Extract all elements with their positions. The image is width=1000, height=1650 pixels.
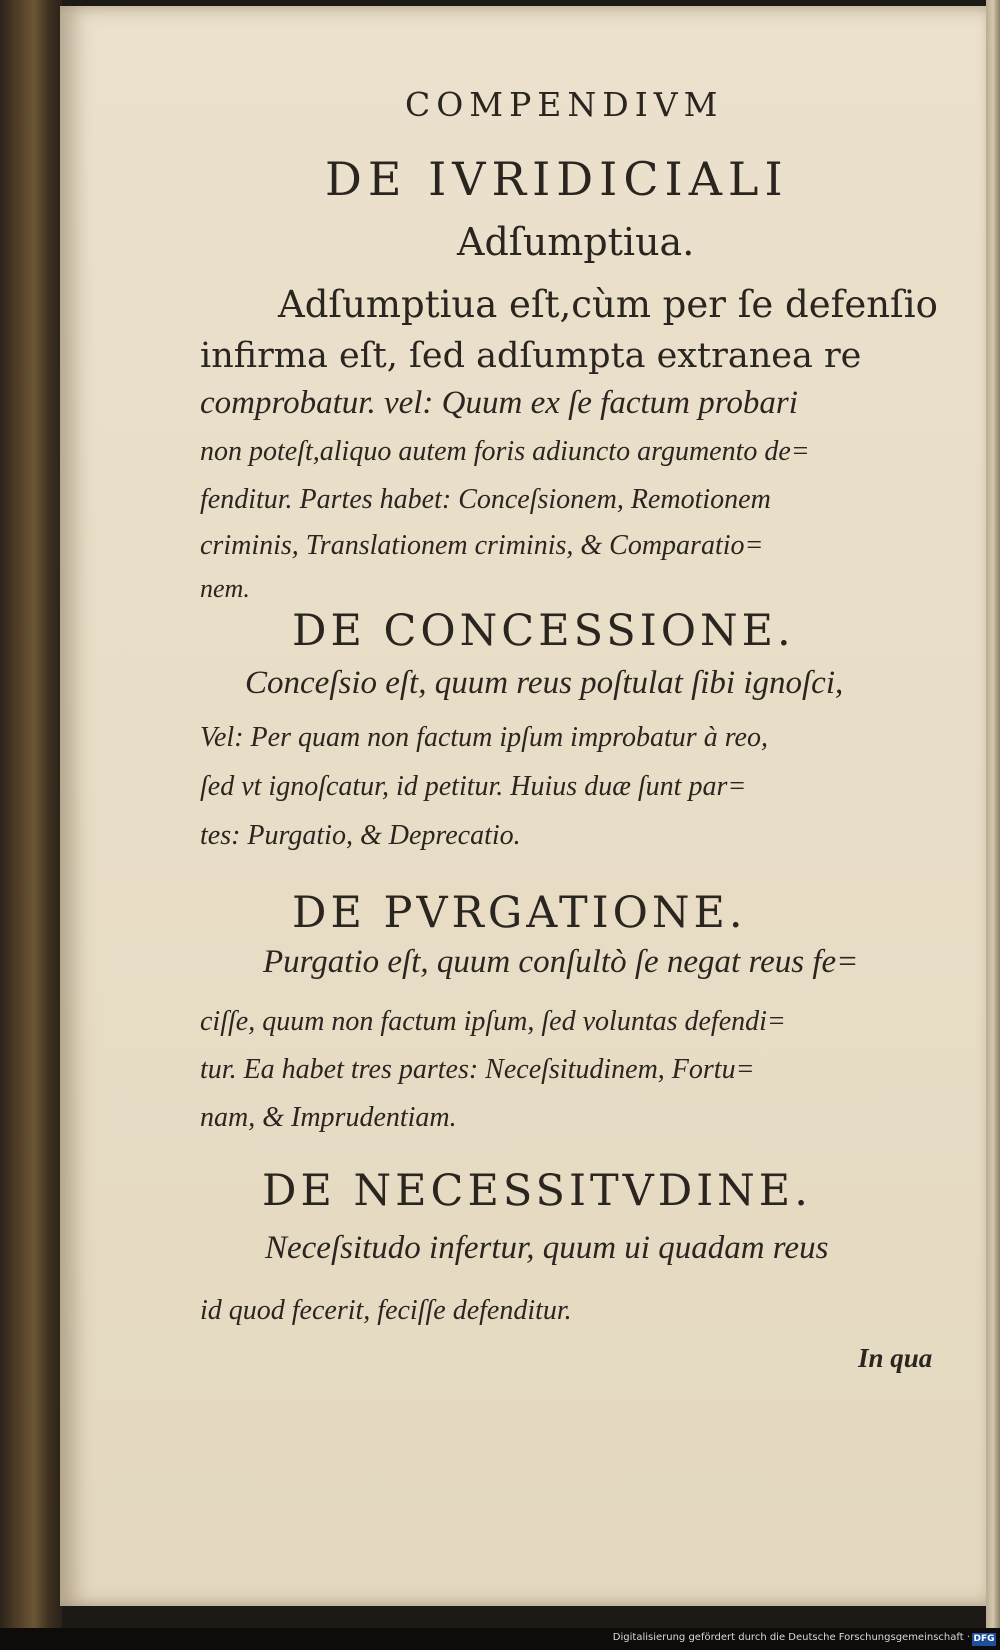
page-right-edge: [986, 0, 1000, 1630]
text-line: nem.: [200, 574, 250, 603]
text-line: Purgatio eſt, quum conſultò ſe negat reus fe=: [263, 944, 859, 980]
text-line: nam, & Imprudentiam.: [200, 1102, 457, 1133]
text-line: Conceſsio eſt, quum reus poſtulat ſibi ignoſci,: [245, 665, 844, 701]
chapter-subtitle: Adſumptiua.: [457, 220, 695, 264]
text-line: ſed vt ignoſcatur, id petitur. Huius duæ ſunt par=: [200, 771, 747, 802]
book-spine-edge: [0, 0, 62, 1650]
section-heading: DE PVRGATIONE.: [292, 888, 747, 938]
chapter-title: DE IVRIDICIALI: [325, 152, 789, 206]
section-heading: DE NECESSITVDINE.: [262, 1166, 812, 1216]
text-line: Adſumptiua eſt,cùm per ſe defenſio: [278, 283, 938, 326]
catchword: In qua: [858, 1343, 933, 1373]
running-head: COMPENDIVM: [405, 85, 724, 124]
text-line: tes: Purgatio, & Deprecatio.: [200, 820, 521, 851]
dfg-logo: DFG: [973, 1634, 995, 1644]
text-line: id quod fecerit, feciſſe defenditur.: [200, 1295, 572, 1326]
text-line: infirma eſt, ſed adſumpta extranea re: [200, 336, 862, 376]
text-line: Neceſsitudo infertur, quum ui quadam reus: [265, 1230, 829, 1266]
text-line: comprobatur. vel: Quum ex ſe factum probari: [200, 385, 798, 421]
text-line: tur. Ea habet tres partes: Neceſsitudinem, Fortu=: [200, 1054, 755, 1085]
text-line: Vel: Per quam non factum ipſum improbatur à reo,: [200, 722, 768, 753]
section-heading: DE CONCESSIONE.: [292, 606, 795, 656]
text-line: criminis, Translationem criminis, & Comparatio=: [200, 530, 764, 561]
text-line: non poteſt,aliquo autem foris adiuncto argumento de=: [200, 436, 810, 467]
text-line: ciſſe, quum non factum ipſum, ſed voluntas defendi=: [200, 1006, 786, 1037]
text-line: fenditur. Partes habet: Conceſsionem, Remotionem: [200, 484, 771, 515]
digitization-credit: Digitalisierung gefördert durch die Deutsche Forschungsgemeinschaft ·: [612, 1632, 970, 1643]
